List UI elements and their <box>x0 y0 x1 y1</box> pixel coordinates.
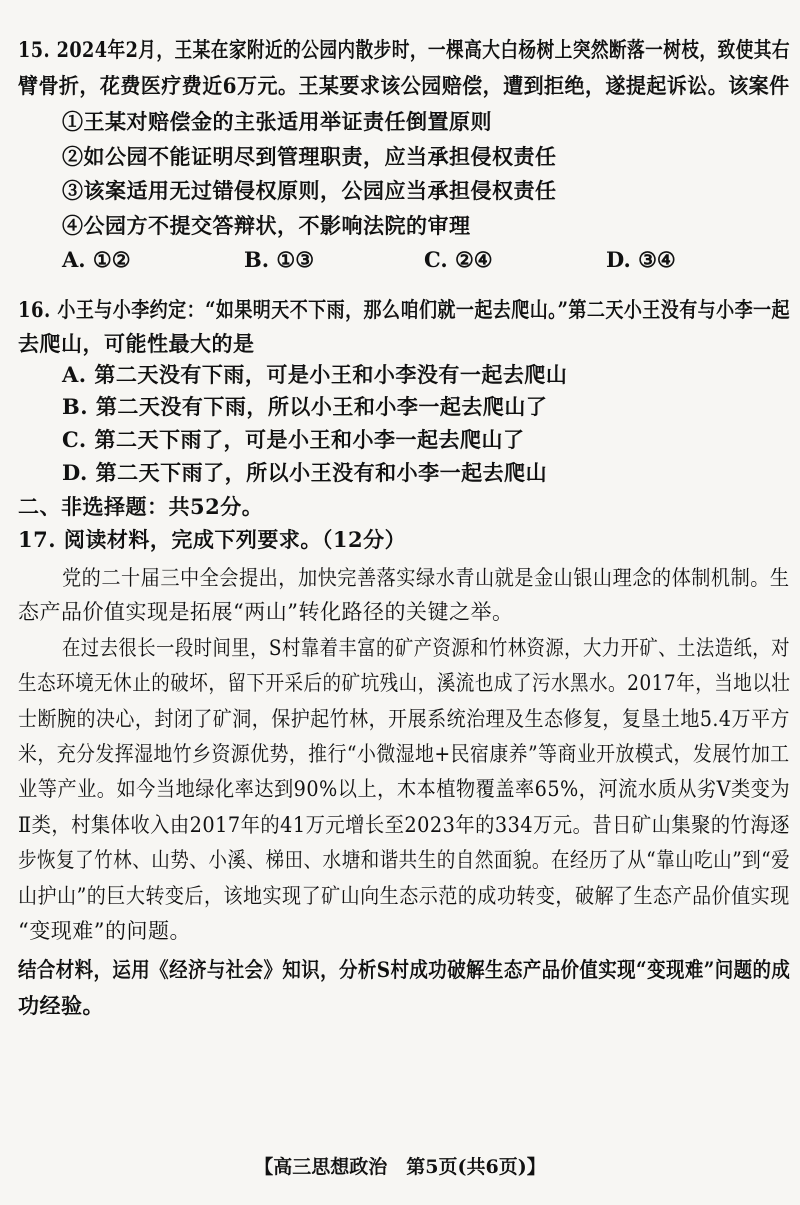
q15-statement-2: ②如公园不能证明尽到管理职责，应当承担侵权责任 <box>62 144 557 169</box>
q17-task-line2: 功经验。 <box>18 993 104 1018</box>
q15-choices <box>62 244 712 276</box>
q16-option-c: C. 第二天下雨了，可是小王和小李一起去爬山了 <box>62 427 525 452</box>
q15-choice-a: A. ①② <box>62 247 131 272</box>
q15-statement-1: ①王某对赔偿金的主张适用举证责任倒置原则 <box>62 109 492 134</box>
q15-statement-3: ③该案适用无过错侵权原则，公园应当承担侵权责任 <box>62 178 557 203</box>
page-footer: 【高三思想政治 第5页(共6页)】 <box>254 1156 546 1178</box>
q17-material-line: 米，充分发挥湿地竹乡资源优势，推行“小微湿地+民宿康养”等商业开放模式，发展竹加工 <box>18 742 790 766</box>
q17-material-line: 党的二十届三中全会提出，加快完善落实绿水青山就是金山银山理念的体制机制。生 <box>62 566 790 590</box>
q15-choice-d: D. ③④ <box>606 247 676 272</box>
q17-task-line1: 结合材料，运用《经济与社会》知识，分析S村成功破解生态产品价值实现“变现难”问题的成 <box>18 957 791 982</box>
q17-material-line: “变现难”的问题。 <box>18 919 191 943</box>
q15-statement-4: ④公园方不提交答辩状，不影响法院的审理 <box>62 213 471 238</box>
q17-material-line: 步恢复了竹林、山势、小溪、梯田、水塘和谐共生的自然面貌。在经历了从“靠山吃山”到“爱 <box>18 848 791 872</box>
q17-material-line: 生态环境无休止的破坏，留下开采后的矿坑残山，溪流也成了污水黑水。2017年，当地以壮 <box>18 671 791 695</box>
q15-stem-line2: 臂骨折，花费医疗费近6万元。王某要求该公园赔偿，遭到拒绝，遂提起诉讼。该案件 <box>18 73 790 98</box>
q17-material-line: 态产品价值实现是拓展“两山”转化路径的关键之举。 <box>18 600 514 624</box>
q17-material-line: 在过去很长一段时间里，S村靠着丰富的矿产资源和竹林资源，大力开矿、土法造纸，对 <box>62 636 790 660</box>
q17-material-line: 山护山”的巨大转变后，该地实现了矿山向生态示范的成功转变，破解了生态产品价值实现 <box>18 884 790 908</box>
q15-stem-line1: 15. 2024年2月，王某在家附近的公园内散步时，一棵高大白杨树上突然断落一树枝，致使其右 <box>18 37 790 62</box>
q17-material-line: Ⅱ类，村集体收入由2017年的41万元增长至2023年的334万元。昔日矿山集聚的竹海逐 <box>18 813 790 837</box>
q17-material-line: 士断腕的决心，封闭了矿洞，保护起竹林，开展系统治理及生态修复，复垦土地5.4万平方 <box>18 707 790 731</box>
q16-option-d: D. 第二天下雨了，所以小王没有和小李一起去爬山 <box>62 460 548 485</box>
q17-material-line: 业等产业。如今当地绿化率达到90%以上，木本植物覆盖率65%，河流水质从劣Ⅴ类变为 <box>18 777 791 801</box>
q15-choice-c: C. ②④ <box>424 247 493 272</box>
q17-stem: 17. 阅读材料，完成下列要求。（12分） <box>18 527 407 552</box>
q16-option-a: A. 第二天没有下雨，可是小王和小李没有一起去爬山 <box>62 362 568 387</box>
q16-option-b: B. 第二天没有下雨，所以小王和小李一起去爬山了 <box>62 394 548 419</box>
q16-stem-line2: 去爬山，可能性最大的是 <box>18 331 255 356</box>
q16-stem-line1: 16. 小王与小李约定：“如果明天不下雨，那么咱们就一起去爬山。”第二天小王没有与小李一起 <box>18 297 790 322</box>
section-2-heading: 二、非选择题：共52分。 <box>18 494 264 519</box>
q15-choice-b: B. ①③ <box>244 247 315 272</box>
